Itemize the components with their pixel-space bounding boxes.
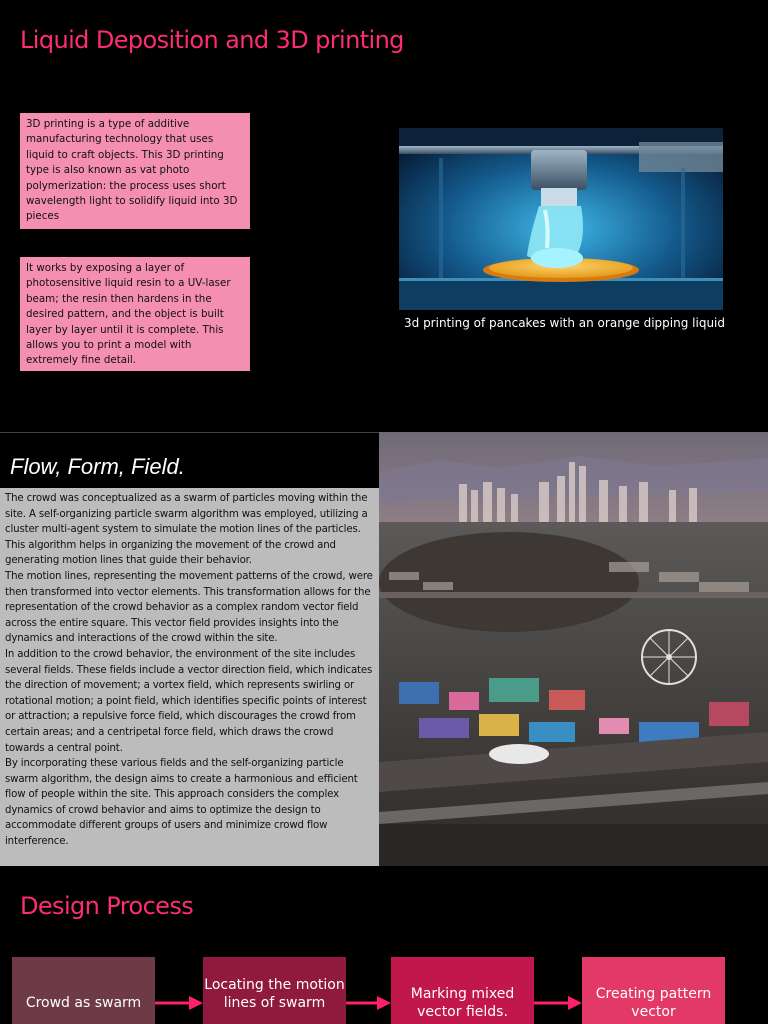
right-arrow-icon [155,994,203,1012]
process-step-4: Creating pattern vector [582,957,725,1024]
intro-text-box: 3D printing is a type of additive manufacturing technology that uses liquid to craft objects. This 3D printing type is also known as vat photo polymerization: the process uses short wavelength light to solidify liquid into 3D pieces [20,113,250,229]
slide-design-process [0,866,768,1024]
aerial-site-photo [379,432,768,866]
process-step-2: Locating the motion lines of swarm [203,957,346,1024]
right-arrow-icon [534,994,582,1012]
paragraph: In addition to the crowd behavior, the environment of the site includes several fields. These fields include a vector direction field, which indicates the direction of movement; a vortex field, which represents swirling or rotational motion; a point field, which identifies specific points of interest or attraction; a repulsive force field, which discourages the crowd from certain areas; and a centripetal force field, which draws the crowd towards a central point. [5,648,373,754]
slide-3d-printing [0,0,768,432]
image-caption: 3d printing of pancakes with an orange dipping liquid [404,316,726,330]
process-step-3: Marking mixed vector fields. [391,957,534,1024]
paragraph: The motion lines, representing the movement patterns of the crowd, were then transformed into vector elements. This transformation allows for the representation of the crowd behavior as a complex random vector field across the entire square. This vector field provides insights into the dynamics and interactions of the crowd within the site. [5,570,373,645]
right-arrow-icon [346,994,391,1012]
process-step-1: Crowd as swarm [12,957,155,1024]
3d-printer-photo [399,128,723,310]
slide-flow-form-field [0,432,768,866]
process-text-box: It works by exposing a layer of photosensitive liquid resin to a UV-laser beam; the resin then hardens in the desired pattern, and the object is built layer by layer until it is complete. This allows you to print a model with extremely fine detail. [20,257,250,371]
section-title: Design Process [20,892,194,920]
paragraph: The crowd was conceptualized as a swarm of particles moving within the site. A self-organizing particle swarm algorithm was employed, utilizing a cluster multi-agent system to simulate the motion lines of the particles. This algorithm helps in organizing the movement of the crowd and generating motion lines that guide their behavior. [5,493,368,567]
header-bar [0,432,379,488]
body-text-panel [0,488,379,866]
section-title: Liquid Deposition and 3D printing [20,26,404,54]
section-title: Flow, Form, Field. [10,454,185,479]
paragraph: By incorporating these various fields and the self-organizing particle swarm algorithm, the design aims to create a harmonious and efficient flow of people within the site. This approach considers the complex dynamics of crowd behavior and aims to optimize the design to accommodate different groups of users and minimize crowd flow interference. [5,758,358,848]
